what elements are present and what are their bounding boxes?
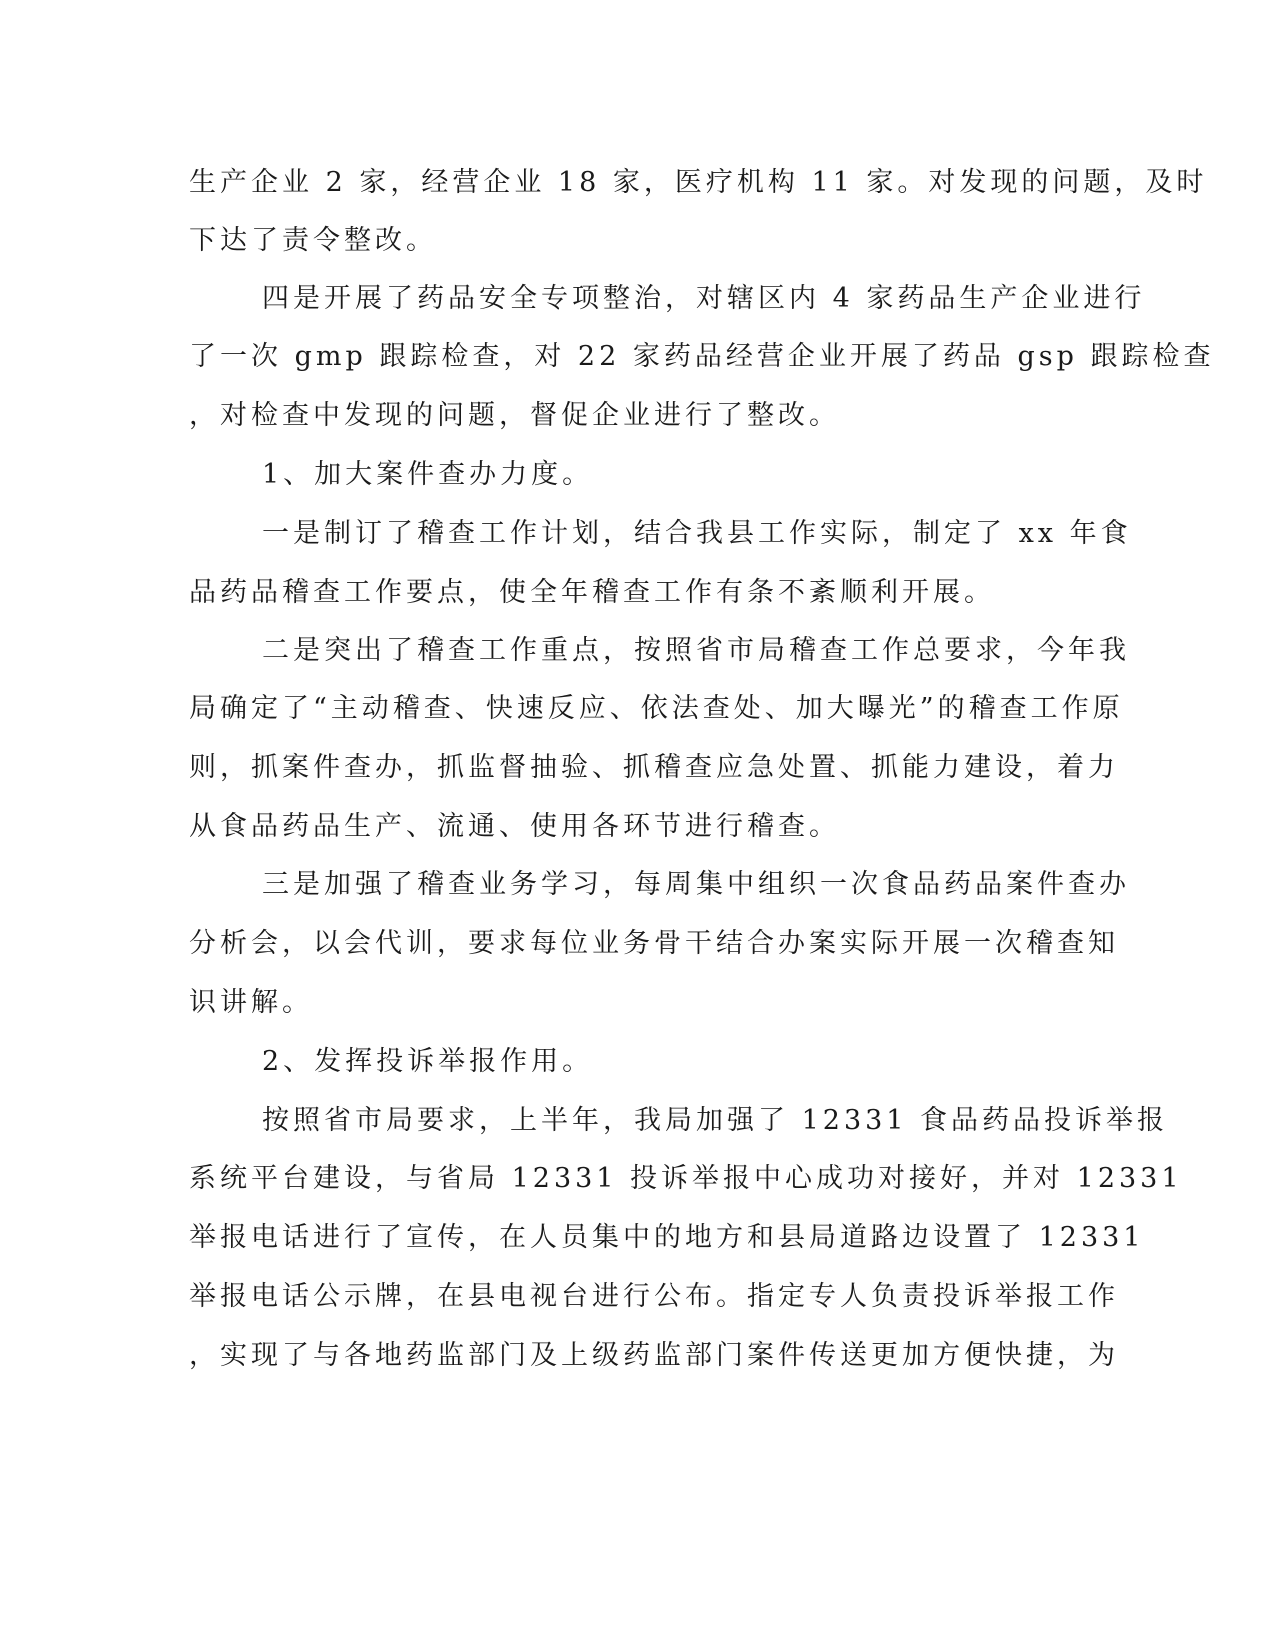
text-line: 从食品药品生产、流通、使用各环节进行稽查。	[189, 811, 840, 842]
section-heading: 1、加大案件查办力度。	[262, 459, 594, 490]
text-line: 品药品稽查工作要点，使全年稽查工作有条不紊顺利开展。	[189, 577, 995, 608]
text-line: 举报电话进行了宣传，在人员集中的地方和县局道路边设置了 12331	[189, 1222, 1145, 1253]
text-line: ，对检查中发现的问题，督促企业进行了整改。	[189, 400, 840, 431]
text-line: 生产企业 2 家，经营企业 18 家，医疗机构 11 家。对发现的问题，及时	[189, 167, 1208, 198]
text-line: 系统平台建设，与省局 12331 投诉举报中心成功对接好，并对 12331	[189, 1163, 1183, 1194]
paragraph-start: 三是加强了稽查业务学习，每周集中组织一次食品药品案件查办	[262, 869, 1130, 900]
text-line: 局确定了“主动稽查、快速反应、依法查处、加大曝光”的稽查工作原	[189, 693, 1124, 724]
text-line: 分析会，以会代训，要求每位业务骨干结合办案实际开展一次稽查知	[189, 928, 1119, 959]
paragraph-start: 按照省市局要求，上半年，我局加强了 12331 食品药品投诉举报	[262, 1105, 1169, 1136]
paragraph-start: 一是制订了稽查工作计划，结合我县工作实际，制定了 xx 年食	[262, 518, 1132, 549]
text-line: 下达了责令整改。	[189, 225, 437, 256]
text-line: ，实现了与各地药监部门及上级药监部门案件传送更加方便快捷，为	[189, 1340, 1119, 1371]
text-line: 举报电话公示牌，在县电视台进行公布。指定专人负责投诉举报工作	[189, 1281, 1119, 1312]
text-line: 识讲解。	[189, 987, 313, 1018]
section-heading: 2、发挥投诉举报作用。	[262, 1046, 594, 1077]
paragraph-start: 二是突出了稽查工作重点，按照省市局稽查工作总要求，今年我	[262, 635, 1130, 666]
paragraph-start: 四是开展了药品安全专项整治，对辖区内 4 家药品生产企业进行	[262, 283, 1146, 314]
text-line: 则，抓案件查办，抓监督抽验、抓稽查应急处置、抓能力建设，着力	[189, 752, 1119, 783]
text-line: 了一次 gmp 跟踪检查，对 22 家药品经营企业开展了药品 gsp 跟踪检查	[189, 341, 1215, 372]
